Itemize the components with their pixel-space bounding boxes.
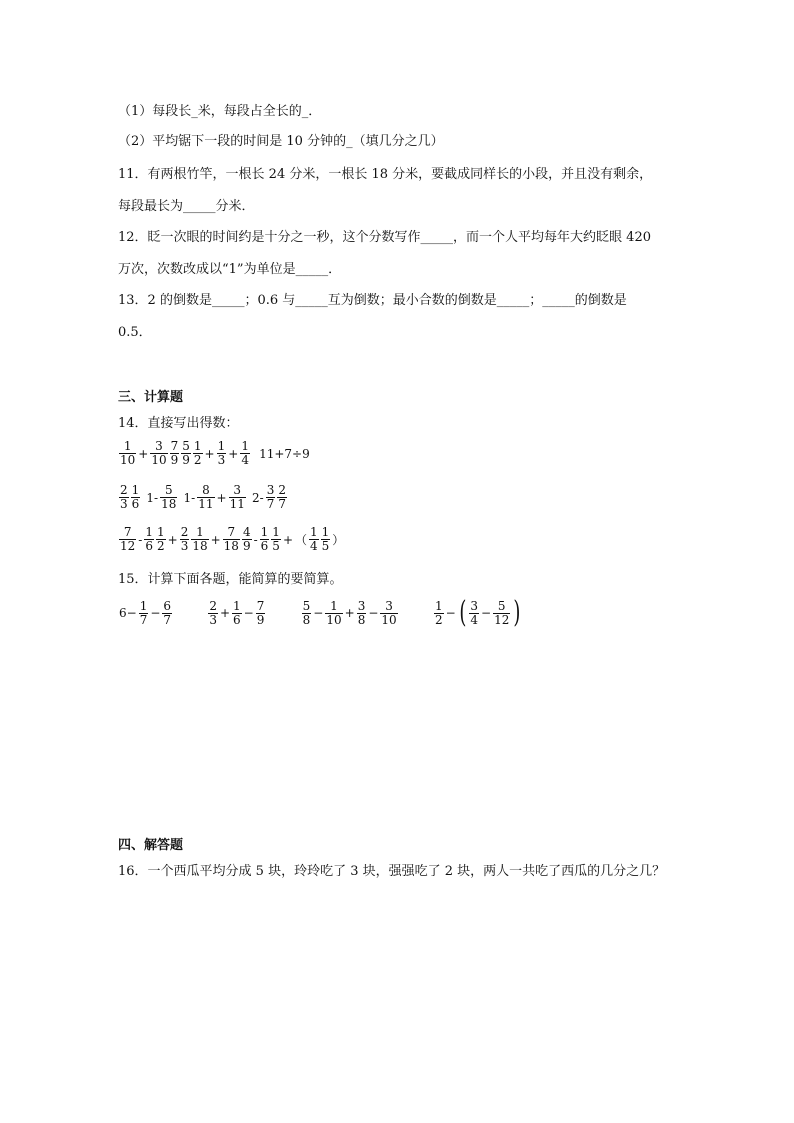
operator: - <box>138 532 143 547</box>
fraction: $\frac{5}{12}$ <box>494 598 510 627</box>
question-13-line-2: 0.5． <box>118 325 152 340</box>
question-11-line-1: 11．有两根竹竿，一根长 24 分米，一根长 18 分米，要截成同样长的小段，并且没有剩余， <box>118 167 653 182</box>
fraction: $\frac{1}{3}$ <box>217 439 226 467</box>
right-paren: ） <box>332 533 345 547</box>
fraction: $\frac{7}{12}$ <box>120 525 136 553</box>
fraction: $\frac{7}{9}$ <box>170 439 179 467</box>
question-15-title: 15．计算下面各题，能简算的要简算。 <box>118 572 343 587</box>
q14-row-1 <box>118 440 311 467</box>
question-14-title: 14．直接写出得数： <box>118 416 239 431</box>
fraction: $\frac{3}{11}$ <box>229 483 245 511</box>
fraction: $\frac{1}{6}$ <box>145 525 153 553</box>
question-10-part-1: （1）每段长_米，每段占全长的_． <box>118 104 322 119</box>
fraction: $\frac{4}{9}$ <box>242 525 251 553</box>
expression-text: 11+7÷9 <box>259 446 310 461</box>
fraction: $\frac{2}{3}$ <box>180 525 189 553</box>
operator: − <box>445 606 456 620</box>
fraction: $\frac{3}{10}$ <box>151 439 167 467</box>
operator: 2- <box>252 490 264 505</box>
fraction: $\frac{3}{10}$ <box>381 598 397 627</box>
operator: − <box>368 606 379 620</box>
operator: - <box>253 532 258 547</box>
fraction: $\frac{1}{5}$ <box>272 525 280 553</box>
question-16: 16．一个西瓜平均分成 5 块，玲玲吃了 3 块，强强吃了 2 块，两人一共吃了西瓜的几分之几？ <box>118 864 666 879</box>
fraction: $\frac{1}{10}$ <box>326 598 342 627</box>
fraction: $\frac{1}{4}$ <box>310 525 318 553</box>
fraction: $\frac{3}{4}$ <box>470 598 479 627</box>
operator: + <box>210 532 221 547</box>
operator: + <box>216 490 227 505</box>
fraction: $\frac{1}{2}$ <box>434 598 443 627</box>
left-paren: （ <box>295 533 308 547</box>
operator: + <box>138 446 149 461</box>
fraction: $\frac{1}{6}$ <box>260 525 269 553</box>
fraction: $\frac{5}{9}$ <box>182 439 190 467</box>
question-13-line-1: 13．2 的倒数是_____；0.6 与_____互为倒数；最小合数的倒数是_____；_____的倒数是 <box>118 293 627 308</box>
left-paren: ( <box>459 595 467 630</box>
fraction: $\frac{2}{3}$ <box>209 598 217 627</box>
fraction: $\frac{7}{9}$ <box>256 598 265 627</box>
fraction: $\frac{3}{7}$ <box>266 483 275 511</box>
q14-row-3 <box>118 526 345 553</box>
section-3-title: 三、计算题 <box>118 390 184 405</box>
operator: 6− <box>119 606 137 620</box>
operator: − <box>150 606 161 620</box>
operator: + <box>219 606 231 620</box>
section-4-title: 四、解答题 <box>118 838 184 853</box>
q14-row-2 <box>118 484 288 511</box>
question-11-line-2: 每段最长为_____分米． <box>118 199 255 214</box>
fraction: $\frac{1}{7}$ <box>139 598 148 627</box>
q15-row <box>118 595 523 630</box>
fraction: $\frac{7}{18}$ <box>223 525 239 553</box>
fraction: $\frac{2}{3}$ <box>120 483 128 511</box>
operator: − <box>313 606 324 620</box>
fraction: $\frac{1}{18}$ <box>192 525 208 553</box>
fraction: $\frac{1}{2}$ <box>193 439 202 467</box>
operator: − <box>243 606 254 620</box>
operator: + <box>228 446 239 461</box>
operator: + <box>204 446 215 461</box>
operator: 1- <box>183 490 196 505</box>
operator: + <box>167 532 178 547</box>
operator: + <box>282 532 293 547</box>
operator: − <box>481 606 492 620</box>
fraction: $\frac{1}{6}$ <box>131 483 140 511</box>
operator: + <box>344 606 355 620</box>
fraction: $\frac{8}{11}$ <box>198 483 214 511</box>
fraction: $\frac{1}{2}$ <box>156 525 165 553</box>
fraction: $\frac{1}{4}$ <box>241 439 249 467</box>
question-12-line-1: 12．眨一次眼的时间约是十分之一秒，这个分数写作_____，而一个人平均每年大约眨眼 420 <box>118 230 651 245</box>
question-10-part-2: （2）平均锯下一段的时间是 10 分钟的_（填几分之几） <box>118 134 444 149</box>
fraction: $\frac{1}{6}$ <box>233 598 241 627</box>
fraction: $\frac{2}{7}$ <box>278 483 286 511</box>
operator: 1- <box>146 490 159 505</box>
question-12-line-2: 万次，次数改成以“1”为单位是_____． <box>118 262 342 277</box>
fraction: $\frac{1}{5}$ <box>321 525 330 553</box>
fraction: $\frac{1}{10}$ <box>120 439 136 467</box>
fraction: $\frac{6}{7}$ <box>163 598 172 627</box>
fraction: $\frac{3}{8}$ <box>357 598 366 627</box>
right-paren: ) <box>513 595 521 630</box>
fraction: $\frac{5}{8}$ <box>302 598 311 627</box>
fraction: $\frac{5}{18}$ <box>161 483 177 511</box>
